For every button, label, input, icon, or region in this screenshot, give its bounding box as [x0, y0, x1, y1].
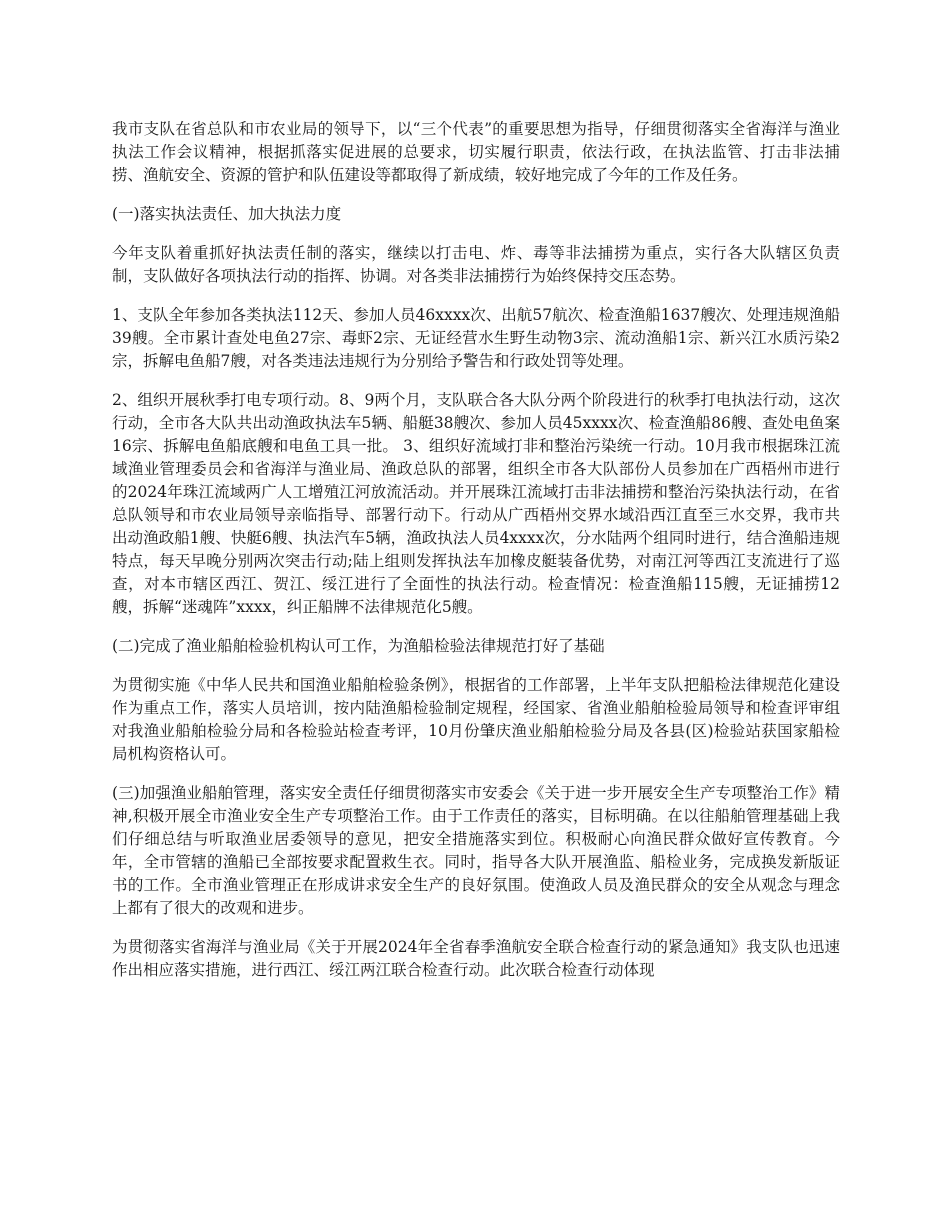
- item-1-paragraph: 1、支队全年参加各类执法112天、参加人员46xxxx次、出航57航次、检查渔船1637艘次、处理违规渔船39艘。全市累计查处电鱼27宗、毒虾2宗、无证经营水生野生动物3宗、流动渔船1宗、新兴江水质污染2宗，拆解电鱼船7艘，对各类违法违规行为分别给予警告和行政处罚等处理。: [112, 306, 840, 370]
- section-heading-1: (一)落实执法责任、加大执法力度: [112, 205, 342, 223]
- section-2-paragraph: 为贯彻实施《中华人民共和国渔业船舶检验条例》，根据省的工作部署，上半年支队把船检法律规范化建设作为重点工作，落实人员培训，按内陆渔船检验制定规程，经国家、省渔业船舶检验局领导和检查评审组对我渔业船舶检验分局和各检验站检查考评，10月份肇庆渔业船舶检验分局及各县(区)检验站获国家船检局机构资格认可。: [112, 676, 840, 763]
- intro-paragraph: 我市支队在省总队和市农业局的领导下，以“三个代表”的重要思想为指导，仔细贯彻落实全省海洋与渔业执法工作会议精神，根据抓落实促进展的总要求，切实履行职责，依法行政，在执法监管、打击非法捕捞、渔航安全、资源的管护和队伍建设等都取得了新成绩，较好地完成了今年的工作及任务。: [112, 120, 840, 184]
- section-heading-2: (二)完成了渔业船舶检验机构认可工作，为渔船检验法律规范打好了基础: [112, 637, 605, 655]
- document-body: [112, 118, 840, 998]
- section-3-paragraph: (三)加强渔业船舶管理，落实安全责任仔细贯彻落实市安委会《关于进一步开展安全生产专项整治工作》精神,积极开展全市渔业安全生产专项整治工作。由于工作责任的落实，目标明确。在以往船舶管理基础上我们仔细总结与听取渔业居委领导的意见，把安全措施落实到位。积极耐心向渔民群众做好宣传教育。今年，全市管辖的渔船已全部按要求配置救生衣。同时，指导各大队开展渔监、船检业务，完成换发新版证书的工作。全市渔业管理正在形成讲求安全生产的良好氛围。使渔政人员及渔民群众的安全从观念与理念上都有了很大的改观和进步。: [112, 784, 840, 917]
- section-1-paragraph: 今年支队着重抓好执法责任制的落实，继续以打击电、炸、毒等非法捕捞为重点，实行各大队辖区负责制，支队做好各项执法行动的指挥、协调。对各类非法捕捞行为始终保持交压态势。: [112, 244, 840, 285]
- item-2-paragraph: 2、组织开展秋季打电专项行动。8、9两个月，支队联合各大队分两个阶段进行的秋季打电执法行动，这次行动，全市各大队共出动渔政执法车5辆、船艇38艘次、参加人员45xxxx次、检查渔船86艘、查处电鱼案16宗、拆解电鱼船底艘和电鱼工具一批。 3、组织好流域打非和整治污染统一行动。10月我市根据珠江流域渔业管理委员会和省海洋与渔业局、渔政总队的部署，组织全市各大队部份人员参加在广西梧州市进行的2024年珠江流域两广人工增殖江河放流活动。并开展珠江流域打击非法捕捞和整治污染执法行动，在省总队领导和市农业局领导亲临指导、部署行动下。行动从广西梧州交界水域沿西江直至三水交界，我市共出动渔政船1艘、快艇6艘、执法汽车5辆，渔政执法人员4xxxx次，分水陆两个组同时进行，结合渔船违规特点，每天早晚分别两次突击行动;陆上组则发挥执法车加橡皮艇装备优势，对南江河等西江支流进行了巡查，对本市辖区西江、贺江、绥江进行了全面性的执法行动。检查情况：检查渔船115艘，无证捕捞12艘，拆解“迷魂阵”xxxx，纠正船牌不法律规范化5艘。: [112, 391, 840, 616]
- closing-paragraph: 为贯彻落实省海洋与渔业局《关于开展2024年全省春季渔航安全联合检查行动的紧急通知》我支队也迅速作出相应落实措施，进行西江、绥江两江联合检查行动。此次联合检查行动体现: [112, 938, 840, 979]
